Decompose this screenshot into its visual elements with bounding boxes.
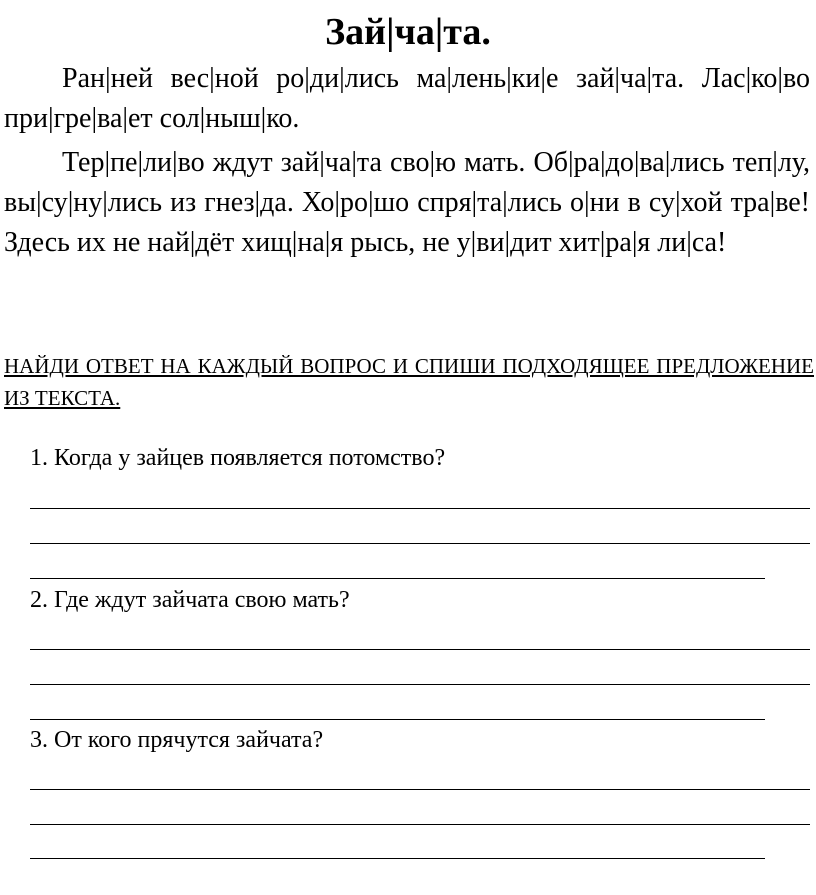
answer-line[interactable] [30, 578, 765, 579]
question-2: 2. Где ждут зайчата свою мать? [30, 587, 350, 613]
answer-line[interactable] [30, 543, 810, 544]
answer-line[interactable] [30, 789, 810, 790]
answer-line[interactable] [30, 649, 810, 650]
task-instruction: НАЙДИ ОТВЕТ НА КАЖДЫЙ ВОПРОС И СПИШИ ПОДХОДЯЩЕЕ ПРЕДЛОЖЕНИЕ ИЗ ТЕКСТА. [4, 354, 814, 410]
question-1: 1. Когда у зайцев появляется потомство? [30, 445, 446, 471]
answer-line[interactable] [30, 508, 810, 509]
question-3: 3. От кого прячутся зайчата? [30, 727, 324, 753]
text-paragraph-2: Тер|пе|ли|во ждут зай|ча|та сво|ю мать. Об|ра|до|ва|лись теп|лу, вы|су|ну|лись из гнез|да. Хо|ро|шо спря|та|лись о|ни в су|хой тра|ве! Здесь их не най|дёт хищ|на|я рысь, не у|ви|дит хит|ра|я ли|са! [4, 147, 810, 258]
page-title: Зай|ча|та. [325, 11, 491, 53]
answer-line[interactable] [30, 684, 810, 685]
text-paragraph-1: Ран|ней вес|ной ро|ди|лись ма|лень|ки|е зай|ча|та. Лас|ко|во при|гре|ва|ет сол|ныш|ко. [4, 63, 810, 134]
answer-line[interactable] [30, 858, 765, 859]
answer-line[interactable] [30, 719, 765, 720]
answer-line[interactable] [30, 824, 810, 825]
